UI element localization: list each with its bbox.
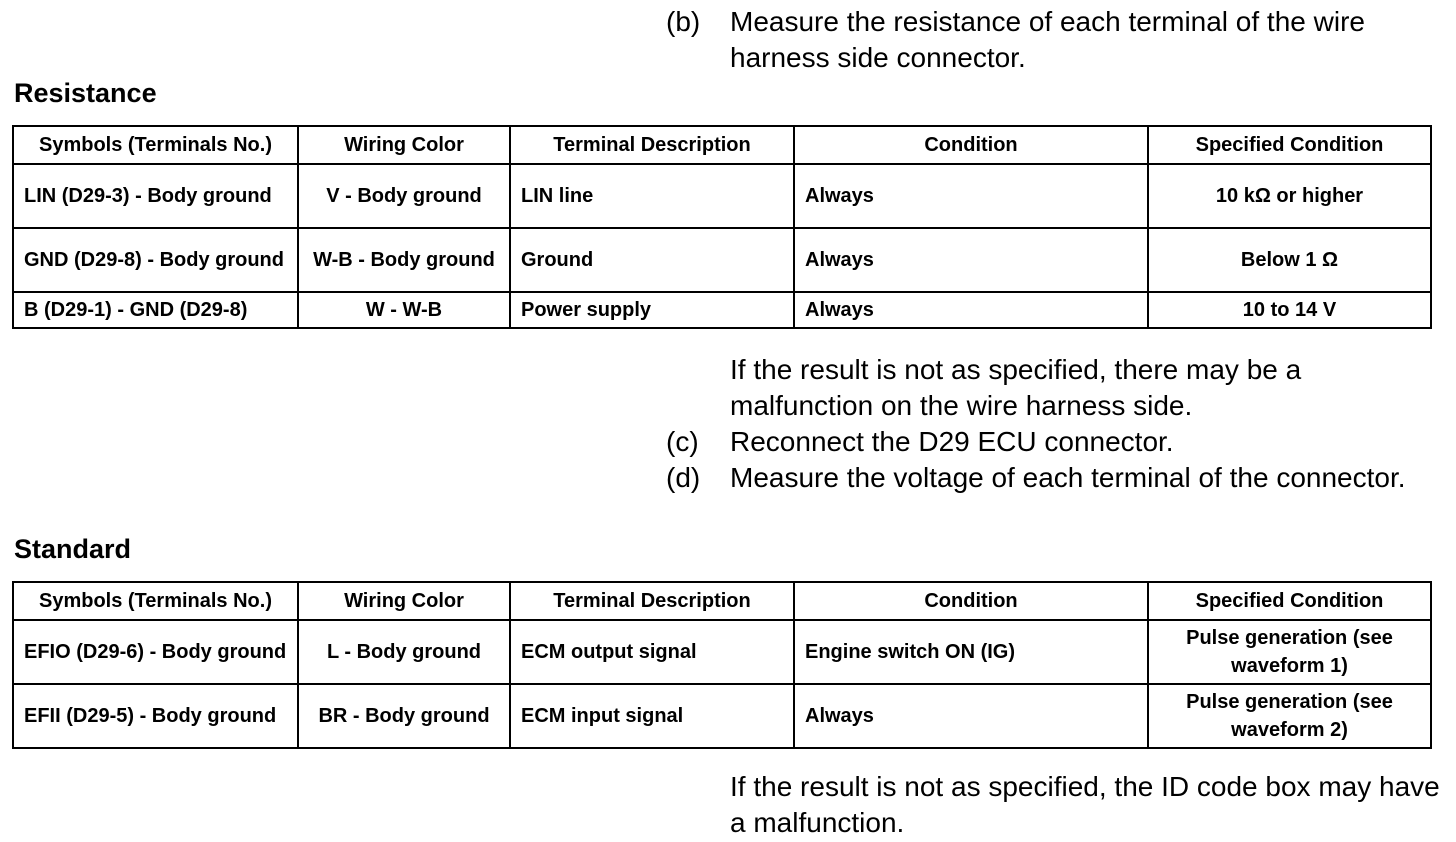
wiring-color-cell: W-B - Body ground	[298, 228, 510, 292]
header-cell: Specified Condition	[1148, 126, 1431, 164]
table-row	[13, 684, 1431, 748]
header-cell: Condition	[794, 126, 1148, 164]
description-cell: LIN line	[510, 164, 794, 228]
standard-table	[12, 581, 1432, 749]
condition-cell: Engine switch ON (IG)	[794, 620, 1148, 684]
step-text: Measure the resistance of each terminal of the wire harness side connector.	[730, 6, 1365, 73]
step-text: Reconnect the D29 ECU connector.	[730, 426, 1174, 457]
wiring-color-cell: L - Body ground	[298, 620, 510, 684]
terminal-cell: GND (D29-8) - Body ground	[13, 228, 298, 292]
wiring-color-cell: BR - Body ground	[298, 684, 510, 748]
table-header-row	[13, 126, 1431, 164]
step-label: (d)	[666, 462, 701, 493]
table-row	[13, 292, 1431, 328]
terminal-cell: B (D29-1) - GND (D29-8)	[13, 292, 298, 328]
specified-condition-cell: 10 to 14 V	[1148, 292, 1431, 328]
condition-cell: Always	[794, 228, 1148, 292]
header-cell: Symbols (Terminals No.)	[13, 582, 298, 620]
specified-condition-cell: Below 1 Ω	[1148, 228, 1431, 292]
table-row	[13, 228, 1431, 292]
header-cell: Terminal Description	[510, 582, 794, 620]
table-row	[13, 620, 1431, 684]
header-cell: Wiring Color	[298, 126, 510, 164]
description-cell: Ground	[510, 228, 794, 292]
header-cell: Terminal Description	[510, 126, 794, 164]
standard-heading: Standard	[14, 534, 132, 564]
header-cell: Wiring Color	[298, 582, 510, 620]
standard-note: If the result is not as specified, the ID code box may have a malfunction.	[730, 771, 1440, 838]
resistance-heading: Resistance	[14, 78, 157, 108]
wiring-color-cell: W - W-B	[298, 292, 510, 328]
description-cell: Power supply	[510, 292, 794, 328]
terminal-cell: EFII (D29-5) - Body ground	[13, 684, 298, 748]
wiring-color-cell: V - Body ground	[298, 164, 510, 228]
table-header-row	[13, 582, 1431, 620]
specified-condition-cell: Pulse generation (see waveform 1)	[1148, 620, 1431, 684]
condition-cell: Always	[794, 684, 1148, 748]
terminal-cell: EFIO (D29-6) - Body ground	[13, 620, 298, 684]
condition-cell: Always	[794, 164, 1148, 228]
step-label: (c)	[666, 426, 699, 457]
table-row	[13, 164, 1431, 228]
resistance-note: If the result is not as specified, there may be a malfunction on the wire harness side.	[730, 354, 1302, 421]
specified-condition-cell: 10 kΩ or higher	[1148, 164, 1431, 228]
step-text: Measure the voltage of each terminal of the connector.	[730, 462, 1406, 493]
resistance-table	[12, 125, 1432, 329]
step-label: (b)	[666, 6, 701, 37]
header-cell: Specified Condition	[1148, 582, 1431, 620]
header-cell: Symbols (Terminals No.)	[13, 126, 298, 164]
description-cell: ECM output signal	[510, 620, 794, 684]
condition-cell: Always	[794, 292, 1148, 328]
specified-condition-cell: Pulse generation (see waveform 2)	[1148, 684, 1431, 748]
terminal-cell: LIN (D29-3) - Body ground	[13, 164, 298, 228]
header-cell: Condition	[794, 582, 1148, 620]
description-cell: ECM input signal	[510, 684, 794, 748]
